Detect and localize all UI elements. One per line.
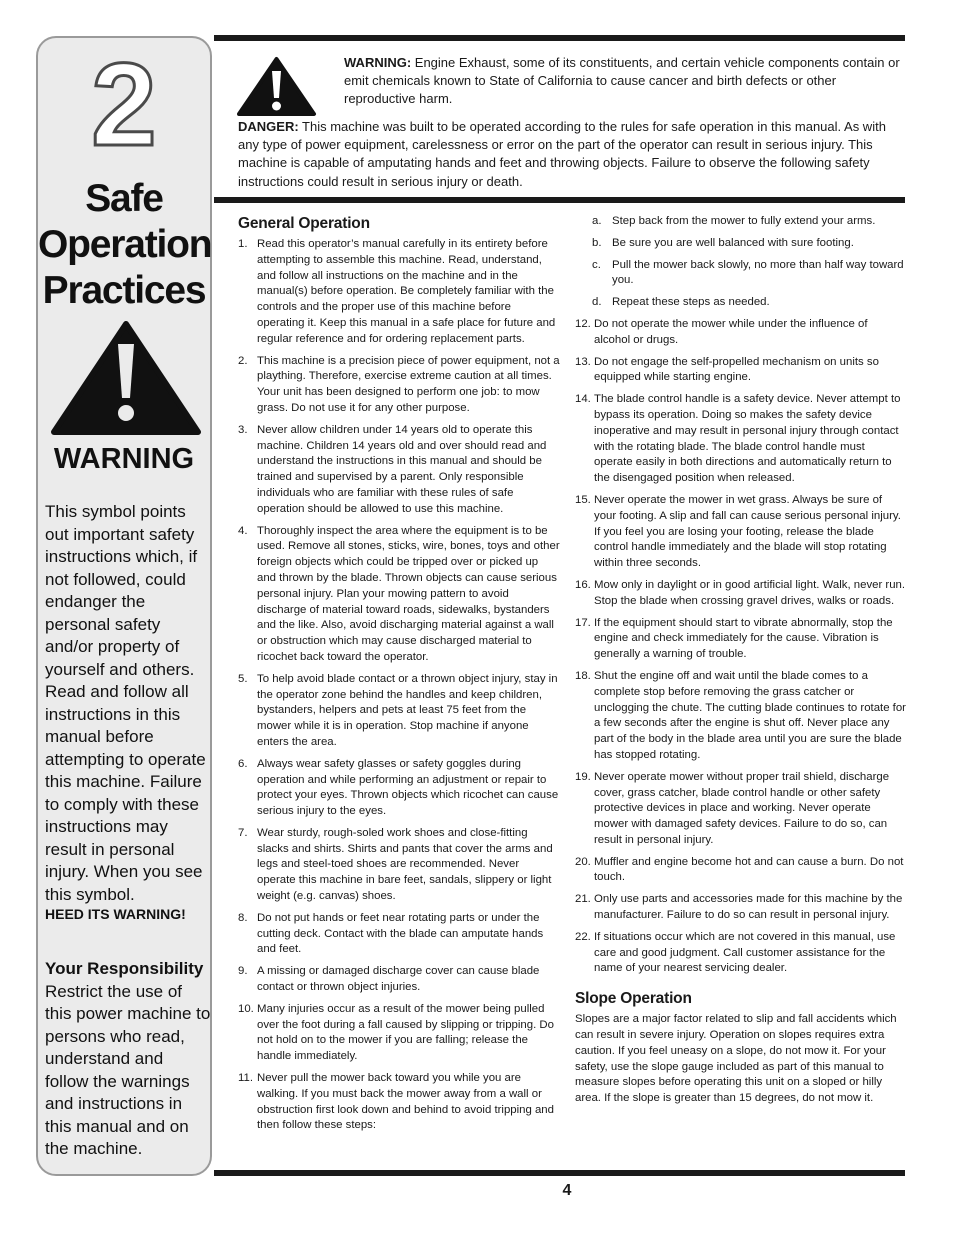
list-item [575, 855, 906, 887]
item-text: Shut the engine off and wait until the blade comes to a complete stop before removing the grass catcher or unclogging the chute. The cutting blade continues to rotate for a few seconds after the engine is shut off. Never place any part of the body in the blade area until you are sure the blade has stopped rotating. [594, 669, 906, 761]
item-text: The blade control handle is a safety device. Never attempt to bypass its operation. Doing so makes the safety device inoperative and may result in personal injury through contact with the rotating blade. The blade control handle must operate easily in both directions and automatically return to the disengaged position when released. [594, 393, 901, 485]
california-warning [344, 54, 900, 108]
item-number: a. [592, 215, 602, 227]
sidebar-body [45, 501, 211, 1161]
item-number: 2. [238, 354, 248, 367]
item-number: 4. [238, 524, 248, 537]
item-number: b. [592, 236, 602, 249]
slope-operation-text: Slopes are a major factor related to slip and fall accidents which can result in severe injury. Operation on slopes requires extra caution. If you feel uneasy on a slope, do not mow it. For your safety, use the slope gauge included as part of this manual to measure slopes before operating this unit on a sloped or hilly area. If the slope is greater than 15 degrees, do not mow it. [575, 1013, 897, 1105]
list-item [238, 826, 560, 905]
item-text: Do not put hands or feet near rotating parts or under the cutting deck. Contact with the blade can amputate hands and feet. [257, 911, 544, 956]
item-text: Muffler and engine become hot and can cause a burn. Do not touch. [594, 855, 904, 884]
item-number: 9. [238, 965, 248, 978]
item-number: 22. [575, 930, 591, 943]
item-text: Wear sturdy, rough-soled work shoes and close-fitting slacks and shirts. Shirts and pants that cover the arms and legs and steel-toed shoes are recommended. Never operate this machine in bare feet, sandals, slippery or light weight (e.g. canvas) shoes. [257, 826, 553, 903]
list-item [575, 616, 906, 663]
chapter-number: 2 [91, 39, 157, 171]
list-item [575, 317, 906, 349]
top-rule [214, 35, 905, 41]
sub-list-item [575, 295, 906, 311]
left-column [238, 214, 560, 1140]
item-number: 14. [575, 393, 591, 406]
responsibility-heading: Your Responsibility [45, 959, 204, 978]
item-text: Repeat these steps as needed. [612, 296, 770, 309]
item-number: 11. [238, 1072, 253, 1085]
list-item [238, 911, 560, 958]
warning-triangle-icon [236, 56, 317, 117]
sidebar-panel [36, 36, 212, 1176]
item-text: Many injuries occur as a result of the mower being pulled over the foot during a fall caused by slipping or tripping. Do not hold on to the mower if you are falling; release the handle immediately. [257, 1002, 554, 1063]
section-rule [214, 197, 905, 203]
item-number: 1. [238, 238, 248, 250]
item-number: 12. [575, 317, 591, 330]
general-operation-heading: General Operation [238, 215, 370, 232]
item-text: Never operate mower without proper trail shield, discharge cover, grass catcher, blade control handle or other safety protective devices in place and working. Never operate mower with damaged safety devices. Failure to do so, can result in personal injury. [594, 770, 890, 846]
list-item [575, 669, 906, 764]
item-text: To help avoid blade contact or a thrown object injury, stay in the operator zone behind the handles and keep children, bystanders, helpers and pets at least 75 feet from the mower while it is in operation. Stop machine if anyone enters the area. [257, 672, 558, 748]
item-text: Never allow children under 14 years old to operate this machine. Children 14 years old and over should read and understand the instructions in this manual and should be trained and supervised by a parent. Only responsible individuals who are familiar with these rules of safe operation should be allowed to use this machine. [257, 423, 547, 515]
list-item [238, 964, 560, 996]
chapter-title-line: Safe [85, 177, 163, 220]
item-number: 17. [575, 616, 591, 629]
item-number: 8. [238, 911, 248, 924]
list-item [575, 392, 906, 487]
sub-list-item [575, 236, 906, 252]
item-number: c. [592, 258, 601, 271]
item-text: Be sure you are well balanced with sure footing. [612, 236, 854, 249]
item-text: If the equipment should start to vibrate abnormally, stop the engine and check immediately for the cause. Vibration is generally a warning of trouble. [594, 616, 893, 661]
item-number: 19. [575, 770, 591, 783]
item-text: Step back from the mower to fully extend your arms. [612, 215, 876, 227]
chapter-title [38, 176, 210, 314]
item-text: This machine is a precision piece of power equipment, not a plaything. Therefore, exercise extreme caution at all times. Your unit has been designed to perform one job: to mow grass. Do not use it for any other purpose. [257, 354, 560, 414]
item-number: 10. [238, 1002, 254, 1015]
item-text: Read this operator’s manual carefully in its entirety before attempting to assemble this machine. Read, understand, and follow all instructions on the machine and in the manual(s) before operation. Be completely familiar with the controls and the proper use of this machine before operating it. Keep this manual in a safe place for future and regular reference and for ordering replacement parts. [257, 238, 556, 345]
item-text: Do not engage the self-propelled mechanism on units so equipped while starting engine. [594, 355, 879, 384]
chapter-title-line: Practices [42, 269, 206, 312]
item-text: Only use parts and accessories made for this machine by the manufacturer. Failure to do so can result in personal injury. [594, 893, 903, 922]
page-number: 4 [562, 1182, 572, 1199]
list-item [238, 672, 560, 751]
list-item [238, 237, 560, 348]
item-text: If situations occur which are not covered in this manual, use care and good judgment. Call customer assistance for the name of your nearest servicing dealer. [594, 930, 896, 975]
warning-prefix: WARNING: [344, 55, 412, 70]
sub-list-item [575, 258, 906, 290]
backing-steps-list [575, 214, 906, 311]
general-operation-list [238, 237, 560, 1134]
heed-warning: HEED ITS WARNING! [45, 906, 186, 922]
list-item [238, 354, 560, 417]
responsibility-text: Restrict the use of this power machine to persons who read, understand and follow the warnings and instructions in this manual and on the machine. [45, 981, 211, 1158]
warning-triangle-icon [50, 320, 202, 436]
list-item [238, 1071, 560, 1134]
item-number: 13. [575, 355, 591, 368]
danger-body: This machine was built to be operated according to the rules for safe operation in this manual. As with any type of power equipment, carelessness or error on the part of the operator can result in serious injury. This machine is capable of amputating hands and feet and throwing objects. Failure to observe the following safety instructions could result in serious injury or death. [238, 119, 886, 189]
bottom-rule [214, 1170, 905, 1176]
item-text: Mow only in daylight or in good artificial light. Walk, never run. Stop the blade when crossing gravel drives, walks or roads. [594, 578, 906, 607]
list-item [238, 423, 560, 518]
list-item [575, 493, 906, 572]
danger-prefix: DANGER: [238, 119, 299, 134]
item-text: Thoroughly inspect the area where the equipment is to be used. Remove all stones, sticks, wire, bones, toys and other foreign objects which could be tripped over or picked up and thrown by the blade. Thrown objects can cause serious personal injury. Plan your mowing pattern to avoid discharge of material toward roads, sidewalks, bystanders and the like. Also, avoid discharging material against a wall or obstruction which may cause discharged material to ricochet back toward the operator. [257, 524, 560, 663]
general-operation-list-continued [575, 317, 906, 977]
warning-body: Engine Exhaust, some of its constituents, and certain vehicle components contain or emit chemicals known to State of California to cause cancer and birth defects or other reproductive harm. [344, 55, 900, 106]
danger-notice [238, 118, 898, 191]
item-number: 3. [238, 423, 248, 436]
sub-list-item [575, 214, 906, 230]
chapter-title-line: Operation [38, 223, 212, 266]
item-number: 16. [575, 578, 591, 591]
item-number: 7. [238, 826, 248, 839]
item-text: Never pull the mower back toward you while you are walking. If you must back the mower away from a wall or obstruction first look down and behind to avoid tripping and then follow these steps: [257, 1072, 554, 1132]
list-item [575, 355, 906, 387]
list-item [238, 1002, 560, 1065]
item-number: 5. [238, 672, 248, 685]
item-number: 6. [238, 757, 248, 770]
item-text: A missing or damaged discharge cover can cause blade contact or thrown object injuries. [257, 965, 540, 994]
item-text: Pull the mower back slowly, no more than half way toward you. [612, 258, 904, 287]
item-text: Never operate the mower in wet grass. Always be sure of your footing. A slip and fall can cause serious personal injury. If you feel you are losing your footing, release the blade control handle immediately and the blade will stop rotating within three seconds. [594, 493, 901, 570]
list-item [238, 757, 560, 820]
list-item [575, 892, 906, 924]
list-item [238, 524, 560, 666]
item-text: Do not operate the mower while under the influence of alcohol or drugs. [594, 317, 868, 346]
right-column [575, 214, 906, 1107]
symbol-explanation: This symbol points out important safety instructions which, if not followed, could endanger the personal safety and/or property of yourself and others. Read and follow all instructions in this manual before attempting to operate this machine. Failure to comply with these instructions may result in personal injury. When you see this symbol. [45, 502, 206, 904]
item-number: 18. [575, 669, 591, 682]
list-item [575, 930, 906, 977]
item-number: 20. [575, 855, 591, 868]
list-item [575, 578, 906, 610]
item-number: 15. [575, 493, 591, 506]
item-number: d. [592, 296, 602, 309]
item-number: 21. [575, 893, 591, 906]
warning-label: WARNING [53, 443, 195, 475]
slope-operation-heading: Slope Operation [575, 990, 692, 1008]
item-text: Always wear safety glasses or safety goggles during operation and while performing an adjustment or repair to protect your eyes. Thrown objects which ricochet can cause serious injury to the eyes. [257, 757, 559, 818]
list-item [575, 770, 906, 849]
